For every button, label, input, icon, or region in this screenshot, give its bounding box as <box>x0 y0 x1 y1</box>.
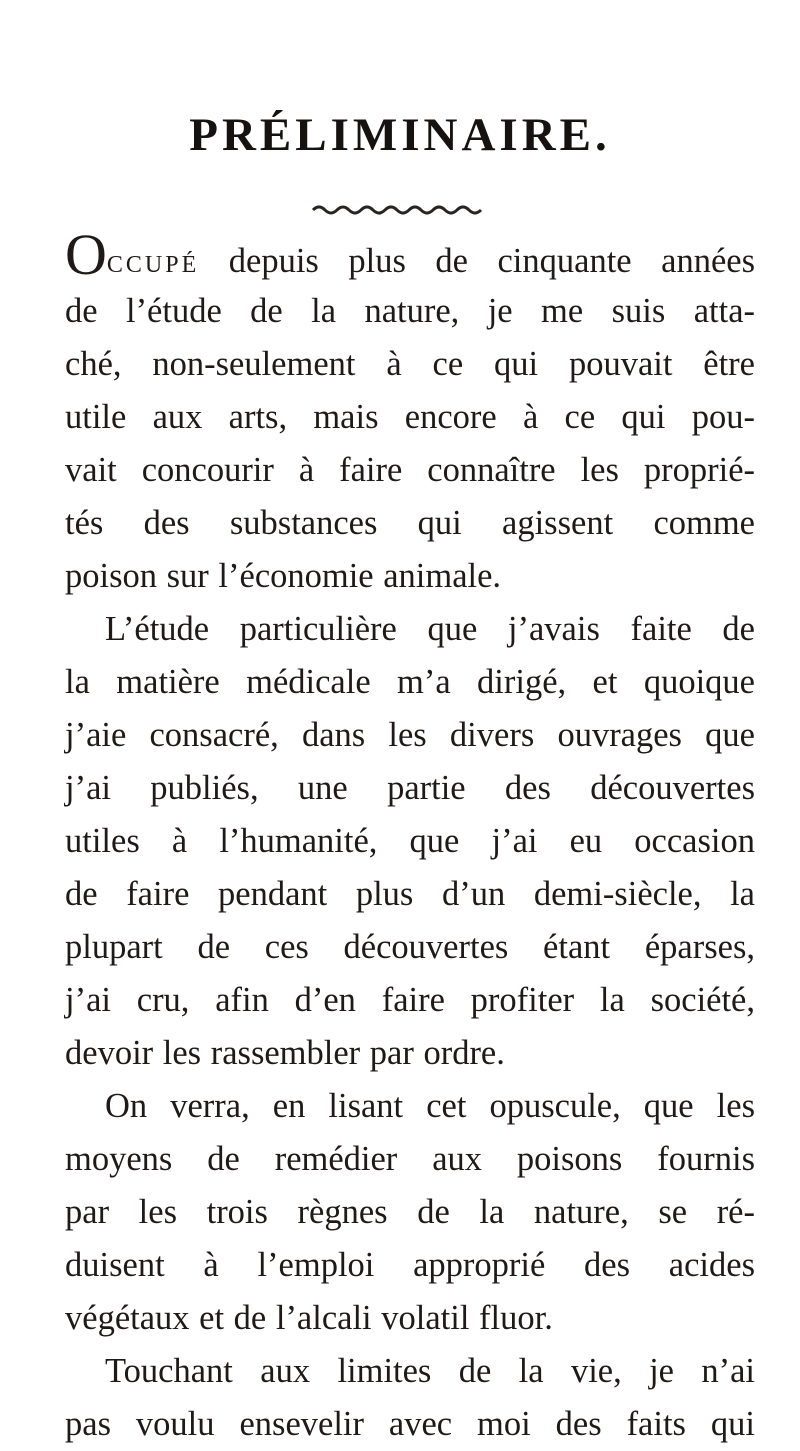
text-line-3: ché, non-seulement à ce qui pouvait être <box>65 345 755 383</box>
page-title: PRÉLIMINAIRE. <box>189 109 611 161</box>
text-line-15: j’ai cru, afin d’en faire profiter la société, <box>65 981 755 1019</box>
text-line-4: utile aux arts, mais encore à ce qui pou- <box>65 398 755 436</box>
wave-ornament-icon <box>311 203 485 217</box>
drop-cap: O <box>65 222 107 287</box>
text-line-14: plupart de ces découvertes étant éparses, <box>65 928 755 966</box>
text-line-13: de faire pendant plus d’un demi-siècle, la <box>65 875 755 913</box>
text-line-1 <box>65 222 755 287</box>
text-line-9: la matière médicale m’a dirigé, et quoique <box>65 663 755 701</box>
text-line-10: j’aie consacré, dans les divers ouvrages que <box>65 716 755 754</box>
text-line-6: tés des substances qui agissent comme <box>65 504 755 542</box>
text-line-18: moyens de remédier aux poisons fournis <box>65 1140 755 1178</box>
text-line-11: j’ai publiés, une partie des découvertes <box>65 769 755 807</box>
text-line-17: On verra, en lisant cet opuscule, que les <box>105 1087 755 1125</box>
text-line-16: devoir les rassembler par ordre. <box>65 1034 505 1072</box>
text-line-12: utiles à l’humanité, que j’ai eu occasion <box>65 822 755 860</box>
text-line-8: L’étude particulière que j’avais faite de <box>105 610 755 648</box>
text-line-5: vait concourir à faire connaître les proprié- <box>65 451 755 489</box>
first-word-smallcaps: CCUPÉ <box>106 252 200 278</box>
line-text: depuis plus de cinquante années <box>199 242 755 280</box>
text-line-23: pas voulu ensevelir avec moi des faits qui <box>65 1405 755 1443</box>
text-line-7: poison sur l’économie animale. <box>65 557 502 595</box>
body-text <box>65 222 755 1451</box>
text-line-22: Touchant aux limites de la vie, je n’ai <box>105 1352 755 1390</box>
text-line-21: végétaux et de l’alcali volatil fluor. <box>65 1299 553 1337</box>
text-line-20: duisent à l’emploi approprié des acides <box>65 1246 755 1284</box>
text-line-2: de l’étude de la nature, je me suis atta- <box>65 292 755 330</box>
text-line-19: par les trois règnes de la nature, se ré- <box>65 1193 755 1231</box>
